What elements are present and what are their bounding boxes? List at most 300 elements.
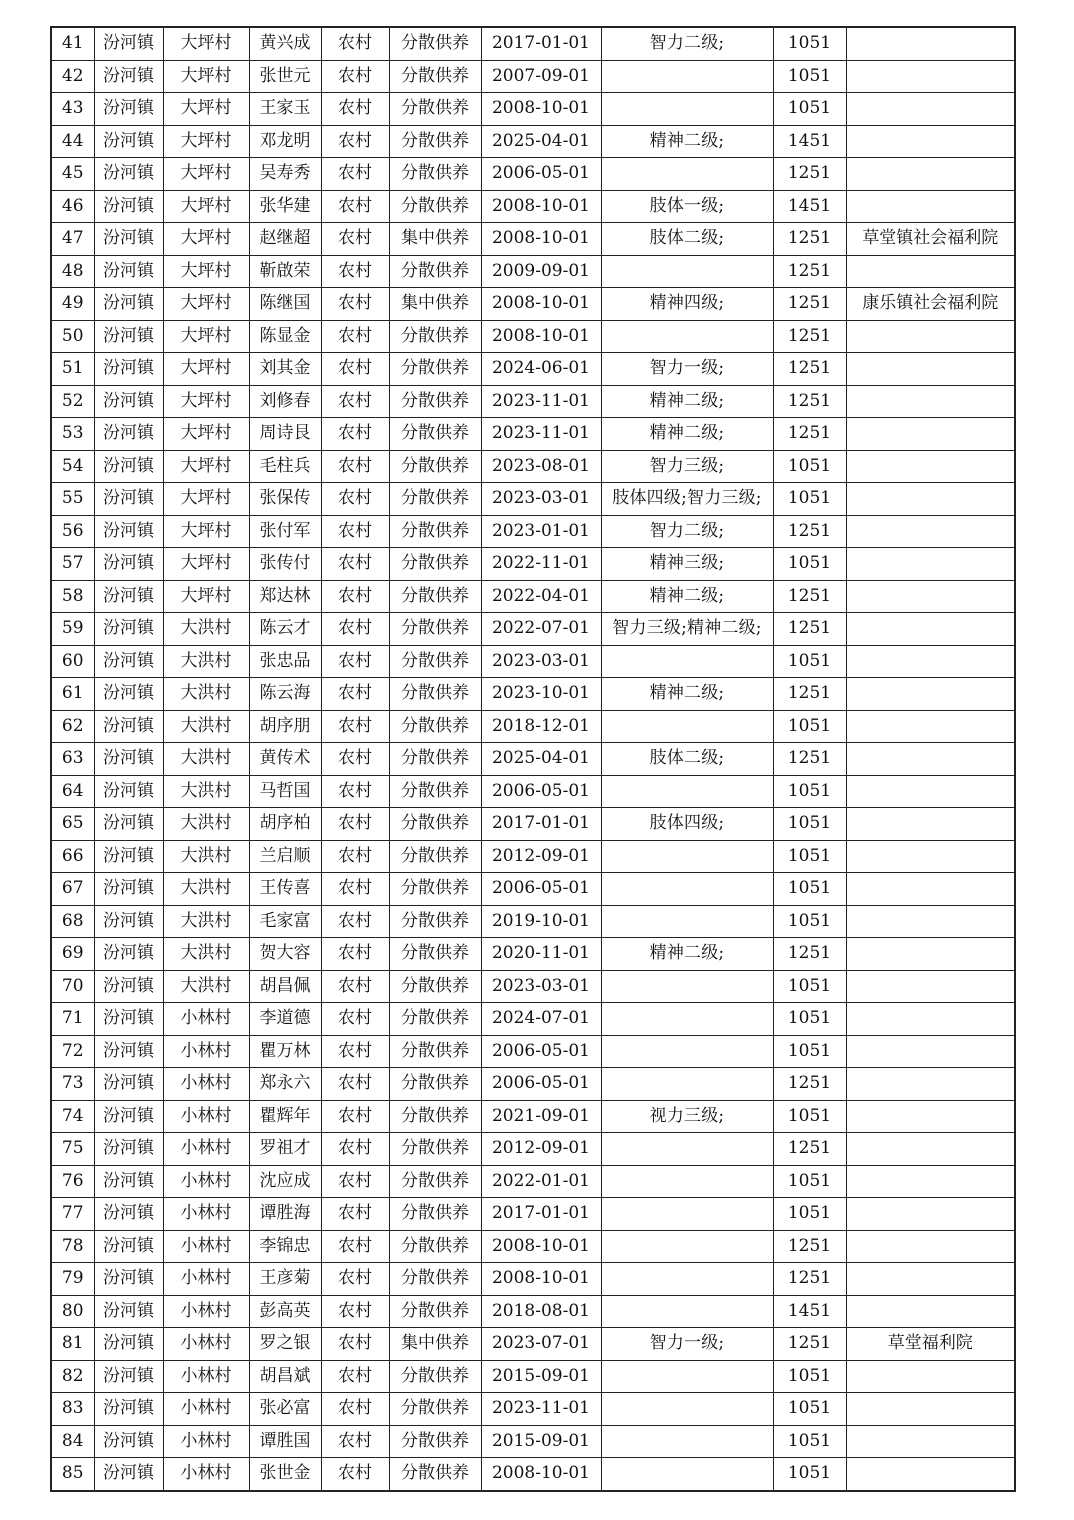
cell-town: 汾河镇 [94,1003,163,1036]
table-row [51,1393,1015,1426]
cell-support-mode: 分散供养 [389,483,481,516]
cell-person-name: 吴寿秀 [249,158,321,191]
cell-serial-number: 41 [51,27,94,60]
cell-person-name: 黄传术 [249,743,321,776]
cell-amount: 1051 [773,1003,846,1036]
cell-institution [846,93,1015,126]
cell-disability [601,873,773,906]
cell-disability: 精神二级; [601,938,773,971]
cell-village: 大洪村 [163,938,249,971]
cell-institution [846,1165,1015,1198]
cell-village: 小林村 [163,1198,249,1231]
cell-support-mode: 分散供养 [389,1165,481,1198]
cell-town: 汾河镇 [94,1230,163,1263]
cell-institution [846,353,1015,386]
cell-disability: 智力一级; [601,353,773,386]
cell-serial-number: 49 [51,288,94,321]
cell-start-date: 2018-12-01 [481,710,601,743]
cell-start-date: 2023-10-01 [481,678,601,711]
cell-area-type: 农村 [321,125,389,158]
cell-town: 汾河镇 [94,645,163,678]
roster-table [50,26,1016,1492]
cell-village: 大洪村 [163,775,249,808]
cell-support-mode: 分散供养 [389,158,481,191]
cell-town: 汾河镇 [94,158,163,191]
cell-serial-number: 64 [51,775,94,808]
cell-village: 小林村 [163,1003,249,1036]
cell-town: 汾河镇 [94,775,163,808]
cell-village: 大洪村 [163,905,249,938]
cell-amount: 1051 [773,1425,846,1458]
table-row [51,548,1015,581]
cell-start-date: 2023-01-01 [481,515,601,548]
cell-village: 大洪村 [163,743,249,776]
cell-institution [846,710,1015,743]
cell-village: 大洪村 [163,873,249,906]
cell-support-mode: 分散供养 [389,1393,481,1426]
cell-village: 小林村 [163,1295,249,1328]
cell-institution [846,905,1015,938]
cell-disability [601,1263,773,1296]
cell-disability [601,1295,773,1328]
cell-disability: 智力二级; [601,27,773,60]
cell-institution [846,27,1015,60]
cell-amount: 1051 [773,1165,846,1198]
cell-area-type: 农村 [321,1133,389,1166]
cell-person-name: 郑达林 [249,580,321,613]
cell-start-date: 2008-10-01 [481,1458,601,1491]
cell-amount: 1251 [773,158,846,191]
cell-person-name: 陈显金 [249,320,321,353]
cell-support-mode: 分散供养 [389,905,481,938]
cell-institution [846,1393,1015,1426]
cell-town: 汾河镇 [94,1198,163,1231]
cell-area-type: 农村 [321,255,389,288]
cell-support-mode: 分散供养 [389,515,481,548]
cell-institution [846,418,1015,451]
cell-amount: 1051 [773,710,846,743]
cell-institution [846,645,1015,678]
cell-institution [846,60,1015,93]
cell-disability: 肢体四级; [601,808,773,841]
cell-start-date: 2008-10-01 [481,320,601,353]
cell-start-date: 2006-05-01 [481,1068,601,1101]
cell-area-type: 农村 [321,970,389,1003]
table-row [51,775,1015,808]
cell-town: 汾河镇 [94,320,163,353]
cell-serial-number: 55 [51,483,94,516]
cell-institution [846,1458,1015,1491]
cell-person-name: 毛柱兵 [249,450,321,483]
cell-start-date: 2023-11-01 [481,418,601,451]
cell-village: 大坪村 [163,27,249,60]
table-row [51,1198,1015,1231]
cell-start-date: 2006-05-01 [481,158,601,191]
cell-support-mode: 分散供养 [389,775,481,808]
cell-disability [601,1458,773,1491]
cell-town: 汾河镇 [94,450,163,483]
cell-start-date: 2022-11-01 [481,548,601,581]
cell-person-name: 王彦菊 [249,1263,321,1296]
cell-village: 小林村 [163,1393,249,1426]
cell-start-date: 2023-11-01 [481,385,601,418]
cell-town: 汾河镇 [94,710,163,743]
cell-serial-number: 68 [51,905,94,938]
cell-amount: 1251 [773,288,846,321]
cell-support-mode: 分散供养 [389,1360,481,1393]
cell-amount: 1251 [773,678,846,711]
table-row [51,1230,1015,1263]
table-row [51,255,1015,288]
cell-start-date: 2007-09-01 [481,60,601,93]
cell-amount: 1251 [773,1263,846,1296]
cell-disability: 智力二级; [601,515,773,548]
cell-institution [846,1230,1015,1263]
cell-town: 汾河镇 [94,1295,163,1328]
table-row [51,450,1015,483]
cell-support-mode: 分散供养 [389,743,481,776]
cell-area-type: 农村 [321,678,389,711]
cell-village: 大坪村 [163,450,249,483]
cell-area-type: 农村 [321,1165,389,1198]
cell-village: 小林村 [163,1165,249,1198]
cell-start-date: 2008-10-01 [481,190,601,223]
cell-institution [846,515,1015,548]
cell-support-mode: 分散供养 [389,873,481,906]
cell-start-date: 2006-05-01 [481,1035,601,1068]
cell-support-mode: 分散供养 [389,613,481,646]
cell-disability: 精神二级; [601,385,773,418]
cell-institution [846,1295,1015,1328]
cell-village: 小林村 [163,1263,249,1296]
cell-town: 汾河镇 [94,1035,163,1068]
cell-person-name: 李锦忠 [249,1230,321,1263]
table-row [51,1165,1015,1198]
cell-town: 汾河镇 [94,613,163,646]
cell-amount: 1451 [773,1295,846,1328]
cell-area-type: 农村 [321,223,389,256]
cell-amount: 1251 [773,385,846,418]
cell-town: 汾河镇 [94,905,163,938]
cell-start-date: 2009-09-01 [481,255,601,288]
cell-village: 大坪村 [163,483,249,516]
cell-support-mode: 集中供养 [389,223,481,256]
cell-area-type: 农村 [321,288,389,321]
cell-town: 汾河镇 [94,678,163,711]
cell-area-type: 农村 [321,548,389,581]
cell-start-date: 2008-10-01 [481,223,601,256]
cell-disability [601,255,773,288]
cell-support-mode: 分散供养 [389,645,481,678]
cell-support-mode: 分散供养 [389,450,481,483]
cell-support-mode: 分散供养 [389,548,481,581]
cell-person-name: 张华建 [249,190,321,223]
cell-start-date: 2023-03-01 [481,483,601,516]
cell-serial-number: 53 [51,418,94,451]
cell-village: 小林村 [163,1458,249,1491]
cell-support-mode: 分散供养 [389,190,481,223]
cell-support-mode: 分散供养 [389,1425,481,1458]
cell-town: 汾河镇 [94,418,163,451]
cell-area-type: 农村 [321,938,389,971]
cell-support-mode: 分散供养 [389,1133,481,1166]
cell-disability [601,1198,773,1231]
cell-town: 汾河镇 [94,808,163,841]
cell-area-type: 农村 [321,1100,389,1133]
cell-start-date: 2006-05-01 [481,873,601,906]
table-row [51,1003,1015,1036]
cell-town: 汾河镇 [94,1133,163,1166]
cell-institution [846,158,1015,191]
cell-support-mode: 分散供养 [389,418,481,451]
cell-amount: 1051 [773,905,846,938]
cell-area-type: 农村 [321,1198,389,1231]
cell-disability [601,1393,773,1426]
cell-town: 汾河镇 [94,1393,163,1426]
cell-amount: 1251 [773,223,846,256]
cell-village: 大坪村 [163,93,249,126]
cell-serial-number: 46 [51,190,94,223]
cell-person-name: 郑永六 [249,1068,321,1101]
cell-disability: 肢体二级; [601,223,773,256]
cell-serial-number: 84 [51,1425,94,1458]
cell-person-name: 周诗艮 [249,418,321,451]
cell-village: 大洪村 [163,645,249,678]
cell-village: 大坪村 [163,385,249,418]
cell-serial-number: 52 [51,385,94,418]
table-row [51,288,1015,321]
cell-person-name: 胡序柏 [249,808,321,841]
cell-serial-number: 80 [51,1295,94,1328]
cell-institution [846,548,1015,581]
cell-disability [601,1133,773,1166]
cell-area-type: 农村 [321,1035,389,1068]
cell-person-name: 刘修春 [249,385,321,418]
cell-start-date: 2008-10-01 [481,288,601,321]
cell-serial-number: 45 [51,158,94,191]
cell-area-type: 农村 [321,743,389,776]
cell-amount: 1051 [773,1458,846,1491]
table-row [51,678,1015,711]
table-row [51,873,1015,906]
cell-disability: 精神二级; [601,125,773,158]
cell-institution [846,385,1015,418]
cell-amount: 1051 [773,1035,846,1068]
cell-town: 汾河镇 [94,353,163,386]
cell-village: 大坪村 [163,288,249,321]
table-row [51,223,1015,256]
cell-village: 小林村 [163,1035,249,1068]
cell-support-mode: 分散供养 [389,1230,481,1263]
table-row [51,1133,1015,1166]
cell-support-mode: 分散供养 [389,60,481,93]
cell-town: 汾河镇 [94,27,163,60]
cell-disability: 视力三级; [601,1100,773,1133]
cell-disability: 肢体四级;智力三级; [601,483,773,516]
cell-person-name: 彭高英 [249,1295,321,1328]
cell-amount: 1051 [773,775,846,808]
cell-serial-number: 51 [51,353,94,386]
cell-person-name: 张保传 [249,483,321,516]
table-row [51,515,1015,548]
cell-institution [846,1198,1015,1231]
cell-institution [846,743,1015,776]
table-row [51,938,1015,971]
cell-start-date: 2012-09-01 [481,840,601,873]
cell-start-date: 2015-09-01 [481,1425,601,1458]
cell-amount: 1051 [773,873,846,906]
cell-institution: 草堂福利院 [846,1328,1015,1361]
cell-start-date: 2008-10-01 [481,93,601,126]
cell-person-name: 瞿辉年 [249,1100,321,1133]
cell-serial-number: 79 [51,1263,94,1296]
cell-support-mode: 分散供养 [389,678,481,711]
cell-town: 汾河镇 [94,1458,163,1491]
cell-person-name: 靳啟荣 [249,255,321,288]
cell-person-name: 王家玉 [249,93,321,126]
cell-start-date: 2023-03-01 [481,970,601,1003]
cell-serial-number: 66 [51,840,94,873]
cell-area-type: 农村 [321,450,389,483]
cell-person-name: 张付军 [249,515,321,548]
cell-support-mode: 集中供养 [389,1328,481,1361]
cell-person-name: 刘其金 [249,353,321,386]
cell-start-date: 2022-07-01 [481,613,601,646]
cell-support-mode: 分散供养 [389,808,481,841]
cell-institution: 康乐镇社会福利院 [846,288,1015,321]
cell-village: 大坪村 [163,158,249,191]
cell-area-type: 农村 [321,158,389,191]
cell-institution [846,873,1015,906]
cell-person-name: 谭胜海 [249,1198,321,1231]
cell-institution [846,775,1015,808]
cell-person-name: 毛家富 [249,905,321,938]
cell-town: 汾河镇 [94,840,163,873]
cell-amount: 1251 [773,255,846,288]
cell-person-name: 贺大容 [249,938,321,971]
cell-town: 汾河镇 [94,93,163,126]
cell-institution [846,970,1015,1003]
cell-amount: 1051 [773,548,846,581]
cell-town: 汾河镇 [94,1165,163,1198]
cell-support-mode: 分散供养 [389,385,481,418]
cell-amount: 1051 [773,840,846,873]
cell-start-date: 2017-01-01 [481,27,601,60]
cell-amount: 1451 [773,190,846,223]
cell-area-type: 农村 [321,1003,389,1036]
cell-serial-number: 69 [51,938,94,971]
table-row [51,60,1015,93]
cell-institution [846,1035,1015,1068]
cell-support-mode: 分散供养 [389,320,481,353]
cell-amount: 1251 [773,613,846,646]
cell-village: 大洪村 [163,970,249,1003]
cell-support-mode: 分散供养 [389,938,481,971]
cell-person-name: 胡昌佩 [249,970,321,1003]
cell-person-name: 邓龙明 [249,125,321,158]
cell-town: 汾河镇 [94,255,163,288]
cell-support-mode: 分散供养 [389,27,481,60]
cell-serial-number: 58 [51,580,94,613]
cell-person-name: 马哲国 [249,775,321,808]
table-row [51,710,1015,743]
cell-town: 汾河镇 [94,938,163,971]
cell-village: 大坪村 [163,515,249,548]
table-row [51,190,1015,223]
cell-institution [846,840,1015,873]
cell-area-type: 农村 [321,60,389,93]
cell-amount: 1051 [773,483,846,516]
cell-disability: 智力三级;精神二级; [601,613,773,646]
cell-village: 大坪村 [163,353,249,386]
cell-amount: 1051 [773,27,846,60]
cell-person-name: 陈云海 [249,678,321,711]
cell-area-type: 农村 [321,905,389,938]
cell-amount: 1251 [773,1068,846,1101]
cell-support-mode: 集中供养 [389,288,481,321]
cell-village: 大坪村 [163,548,249,581]
cell-town: 汾河镇 [94,580,163,613]
cell-start-date: 2021-09-01 [481,1100,601,1133]
cell-amount: 1251 [773,938,846,971]
cell-town: 汾河镇 [94,1263,163,1296]
cell-institution [846,1003,1015,1036]
table-row [51,158,1015,191]
cell-serial-number: 70 [51,970,94,1003]
cell-support-mode: 分散供养 [389,1068,481,1101]
cell-serial-number: 75 [51,1133,94,1166]
cell-serial-number: 81 [51,1328,94,1361]
cell-serial-number: 77 [51,1198,94,1231]
cell-serial-number: 72 [51,1035,94,1068]
cell-start-date: 2023-03-01 [481,645,601,678]
cell-start-date: 2025-04-01 [481,743,601,776]
cell-institution [846,190,1015,223]
table-row [51,1360,1015,1393]
cell-start-date: 2017-01-01 [481,808,601,841]
cell-village: 小林村 [163,1360,249,1393]
cell-disability [601,970,773,1003]
cell-start-date: 2023-07-01 [481,1328,601,1361]
cell-disability [601,93,773,126]
cell-support-mode: 分散供养 [389,970,481,1003]
cell-start-date: 2020-11-01 [481,938,601,971]
cell-town: 汾河镇 [94,223,163,256]
cell-amount: 1251 [773,320,846,353]
cell-amount: 1051 [773,450,846,483]
cell-institution [846,483,1015,516]
cell-institution [846,580,1015,613]
cell-institution [846,808,1015,841]
cell-serial-number: 50 [51,320,94,353]
cell-serial-number: 82 [51,1360,94,1393]
cell-amount: 1051 [773,808,846,841]
cell-disability: 精神二级; [601,418,773,451]
cell-disability: 智力一级; [601,1328,773,1361]
roster-body [51,27,1015,1491]
cell-disability: 肢体一级; [601,190,773,223]
cell-person-name: 陈云才 [249,613,321,646]
cell-start-date: 2018-08-01 [481,1295,601,1328]
cell-town: 汾河镇 [94,385,163,418]
cell-town: 汾河镇 [94,1068,163,1101]
cell-area-type: 农村 [321,580,389,613]
cell-amount: 1251 [773,1328,846,1361]
cell-person-name: 李道德 [249,1003,321,1036]
cell-disability [601,1165,773,1198]
cell-village: 小林村 [163,1425,249,1458]
cell-amount: 1251 [773,743,846,776]
